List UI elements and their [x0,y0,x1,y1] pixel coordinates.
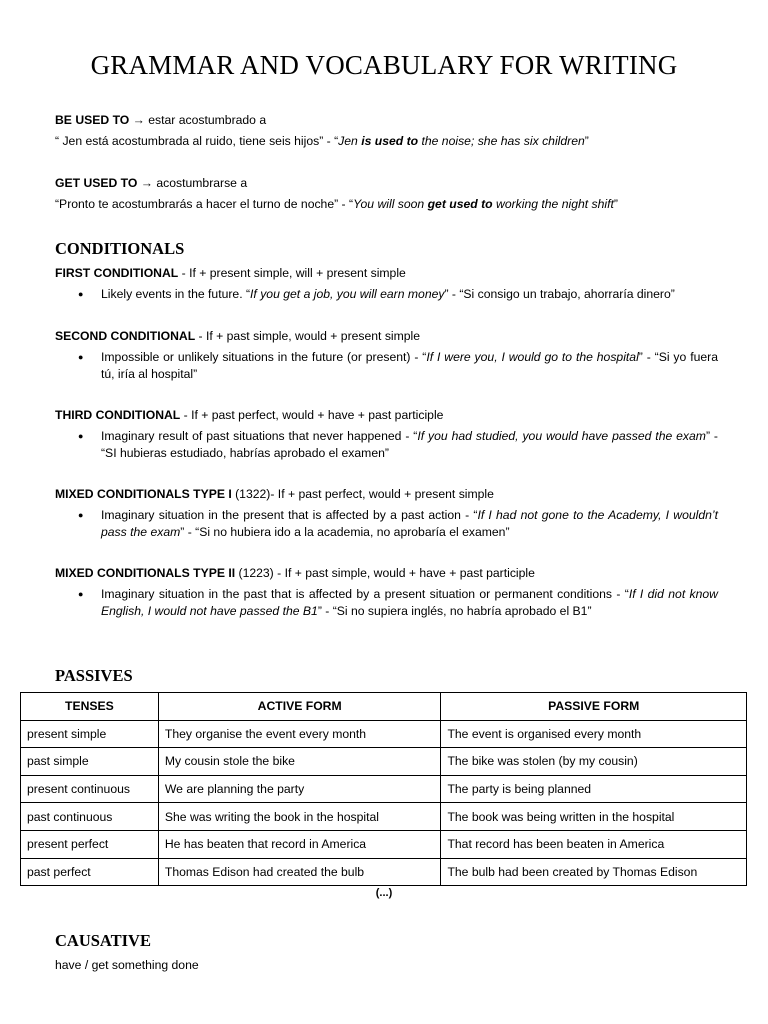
get-used-to-head: GET USED TO [55,176,138,190]
column-header-passive: PASSIVE FORM [441,693,747,721]
active-cell: She was writing the book in the hospital [158,803,441,831]
example-english: If you had studied, you would have passed the exam [417,429,706,443]
conditional-rule [55,265,715,281]
conditional-rule [55,486,715,502]
bullet-icon: ● [78,510,84,520]
conditional-name: THIRD CONDITIONAL [55,408,181,422]
example-spanish: ” - “Si consigo un trabajo, ahorraría dinero” [444,287,675,301]
conditional-example [78,507,718,541]
bullet-icon: ● [78,431,84,441]
passive-cell: The book was being written in the hospital [441,803,747,831]
table-row [21,858,747,886]
active-cell: My cousin stole the bike [158,748,441,776]
quote-end: ” [584,134,589,148]
active-cell: Thomas Edison had created the bulb [158,858,441,886]
conditional-example [78,428,718,462]
quote-end: ” [613,197,618,211]
example-spanish: “Pronto te acostumbrarás a hacer el turno de noche” - “ [55,197,354,211]
example-spanish: ” - “SI hubieras estudiado, habrías aprobado el examen” [101,429,718,460]
example-spanish: ” - “Si no hubiera ido a la academia, no aprobaría el examen” [180,524,510,539]
table-row [21,748,747,776]
active-cell: They organise the event every month [158,720,441,748]
example-spanish: ” - “Si no supiera inglés, no habría aprobado el B1” [317,603,592,618]
get-used-to-meaning: acostumbrarse a [156,176,248,190]
example-description: Impossible or unlikely situations in the future (or present) - “ [101,350,427,364]
be-used-to-head: BE USED TO [55,113,130,127]
passive-cell: The party is being planned [441,775,747,803]
table-row [21,775,747,803]
bullet-icon: ● [78,289,84,299]
conditional-code: (1223) [235,566,274,580]
bullet-icon: ● [78,352,84,362]
example-spanish: ” - “Si yo fuera tú, iría al hospital” [101,350,718,381]
column-header-tenses: TENSES [21,693,159,721]
conditional-formula: - If + past perfect, would + present simple [270,487,494,501]
arrow: → [129,113,149,127]
arrow: → [137,176,157,190]
get-used-to-example [55,196,715,212]
table-header-row [21,693,747,721]
causative-text: have / get something done [55,958,199,972]
conditional-code: (1322) [231,487,271,501]
example-spanish: “ Jen está acostumbrada al ruido, tiene seis hijos” - “ [55,134,339,148]
passive-cell: That record has been beaten in America [441,830,747,858]
causative-heading: CAUSATIVE [55,931,151,950]
conditional-name: FIRST CONDITIONAL [55,266,179,280]
example-english-bold: get used to [427,197,493,211]
conditional-formula: - If + past perfect, would + have + past participle [180,408,444,422]
passives-table [20,692,747,886]
conditionals-heading: CONDITIONALS [55,239,185,258]
tense-cell: present simple [21,720,159,748]
example-english-bold: is used to [361,134,419,148]
example-english: You will soon [353,197,428,211]
tense-cell: past perfect [21,858,159,886]
example-english: If I did not know English, I would not have passed the B1 [101,587,718,618]
example-description: Imaginary situation in the past that is affected by a present situation or permanent conditions - “ [101,587,629,601]
be-used-to-example [55,133,715,149]
be-used-to-meaning: estar acostumbrado a [148,113,267,127]
conditional-example [78,349,718,383]
active-cell: We are planning the party [158,775,441,803]
conditional-name: SECOND CONDITIONAL [55,329,196,343]
conditional-formula: - If + past simple, would + have + past participle [273,566,535,580]
conditional-rule [55,565,715,581]
example-english: If I were you, I would go to the hospital [426,350,639,364]
example-english: If I had not gone to the Academy, I wouldn’t pass the exam [101,508,718,539]
conditional-rule [55,328,715,344]
conditional-rule [55,407,715,423]
example-english: Jen [338,134,362,148]
example-english-tail: the noise; she has six children [418,134,585,148]
conditional-name: MIXED CONDITIONALS TYPE II [55,566,236,580]
tense-cell: past simple [21,748,159,776]
conditional-formula: - If + present simple, will + present simple [178,266,406,280]
example-english: If you get a job, you will earn money [250,287,445,301]
continuation-ellipsis: (...) [375,887,393,899]
table-row [21,830,747,858]
conditional-name: MIXED CONDITIONALS TYPE I [55,487,232,501]
example-description: Imaginary situation in the present that is affected by a past action - “ [101,508,478,522]
passive-cell: The event is organised every month [441,720,747,748]
get-used-to-definition [55,175,715,191]
passive-cell: The bike was stolen (by my cousin) [441,748,747,776]
table-row [21,720,747,748]
tense-cell: past continuous [21,803,159,831]
page-title: GRAMMAR AND VOCABULARY FOR WRITING [90,50,678,80]
example-description: Imaginary result of past situations that never happened - “ [101,429,418,443]
tense-cell: present continuous [21,775,159,803]
example-description: Likely events in the future. “ [101,287,251,301]
conditional-example [78,586,718,620]
be-used-to-definition [55,112,715,128]
column-header-active: ACTIVE FORM [158,693,441,721]
example-english-tail: working the night shift [492,197,614,211]
active-cell: He has beaten that record in America [158,830,441,858]
bullet-icon: ● [78,589,84,599]
conditional-example [78,286,718,304]
passives-heading: PASSIVES [55,666,133,685]
tense-cell: present perfect [21,830,159,858]
table-row [21,803,747,831]
passive-cell: The bulb had been created by Thomas Edison [441,858,747,886]
conditional-formula: - If + past simple, would + present simple [195,329,421,343]
